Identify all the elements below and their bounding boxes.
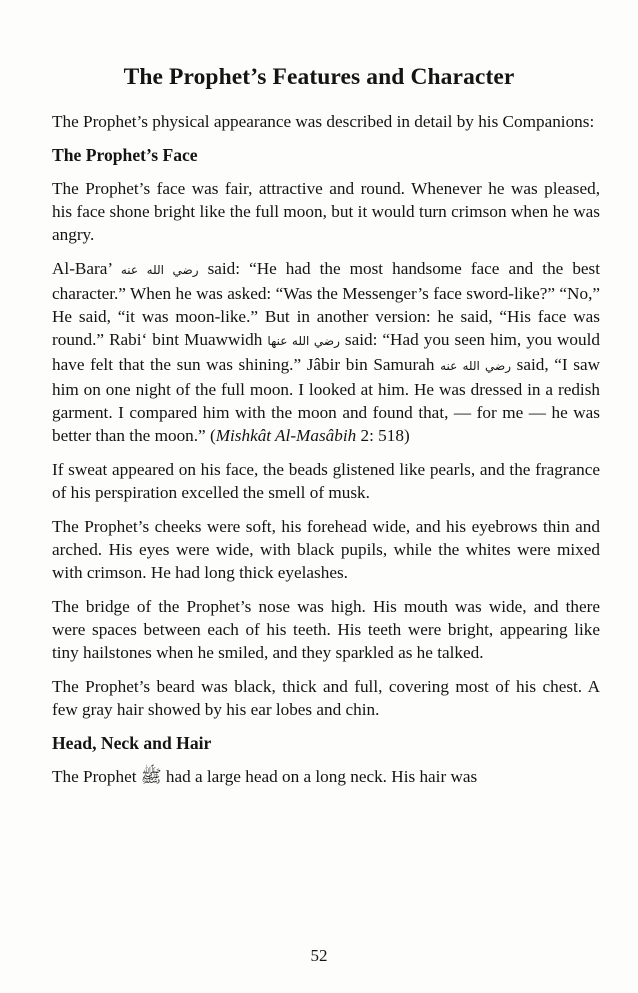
head-paragraph — [52, 765, 600, 788]
narrator-name: Al-Bara’ — [52, 259, 112, 278]
narration-text-2: said: “Had you seen him, you would have felt that the sun was shining.” Jâbir bin Samurah — [52, 330, 600, 374]
honorific-arabic-2: رضي الله عنه — [440, 359, 512, 373]
narration-text-1: said: “He had the most handsome face and the best character.” When he was asked: “Was the Messenger’s face sword-like?” “No,” He said, “it was moon-like.” But in another version: he said, “His face was round.” Rabi‘ bint Muawwidh — [52, 259, 601, 349]
cheeks-paragraph: The Prophet’s cheeks were soft, his forehead wide, and his eyebrows thin and arched. His eyes were wide, with black pupils, while the whites were mixed with crimson. He had long thick eyelashes. — [52, 517, 600, 582]
face-paragraph: The Prophet’s face was fair, attractive and round. Whenever he was pleased, his face shone bright like the full moon, but it would turn crimson when he was angry. — [52, 179, 600, 244]
beard-paragraph: The Prophet’s beard was black, thick and full, covering most of his chest. A few gray hair showed by his ear lobes and chin. — [52, 677, 600, 719]
head-text-1: The Prophet — [52, 767, 137, 786]
page-number: 52 — [310, 946, 328, 965]
honorific-arabic-feminine: رضي الله عنها — [267, 334, 340, 348]
salutation-symbol-icon: ﷺ — [140, 767, 162, 786]
face-heading: The Prophet’s Face — [52, 145, 198, 165]
source-reference: 2: 518) — [356, 426, 410, 445]
narration-text-3: said, “I saw him on one night of the full moon. I looked at him. He was dressed in a redish garment. I compared him with the moon and found that, — for me — he was better than the moon.” ( — [52, 355, 600, 445]
source-title: Mishkât Al-Masâbih — [215, 426, 357, 445]
head-text-2: had a large head on a long neck. His hair was — [165, 767, 478, 786]
head-heading: Head, Neck and Hair — [52, 733, 212, 753]
page-body — [52, 110, 600, 799]
sweat-paragraph: If sweat appeared on his face, the beads glistened like pearls, and the fragrance of his perspiration excelled the smell of musk. — [52, 460, 600, 502]
narrations-paragraph — [52, 257, 600, 447]
intro-paragraph: The Prophet’s physical appearance was described in detail by his Companions: — [52, 112, 595, 131]
page-title: The Prophet’s Features and Character — [123, 64, 515, 90]
nose-paragraph: The bridge of the Prophet’s nose was high. His mouth was wide, and there were spaces between each of his teeth. His teeth were bright, appearing like tiny hailstones when he smiled, and they sparkled as he talked. — [52, 597, 600, 662]
honorific-arabic: رضي الله عنه — [120, 263, 199, 277]
